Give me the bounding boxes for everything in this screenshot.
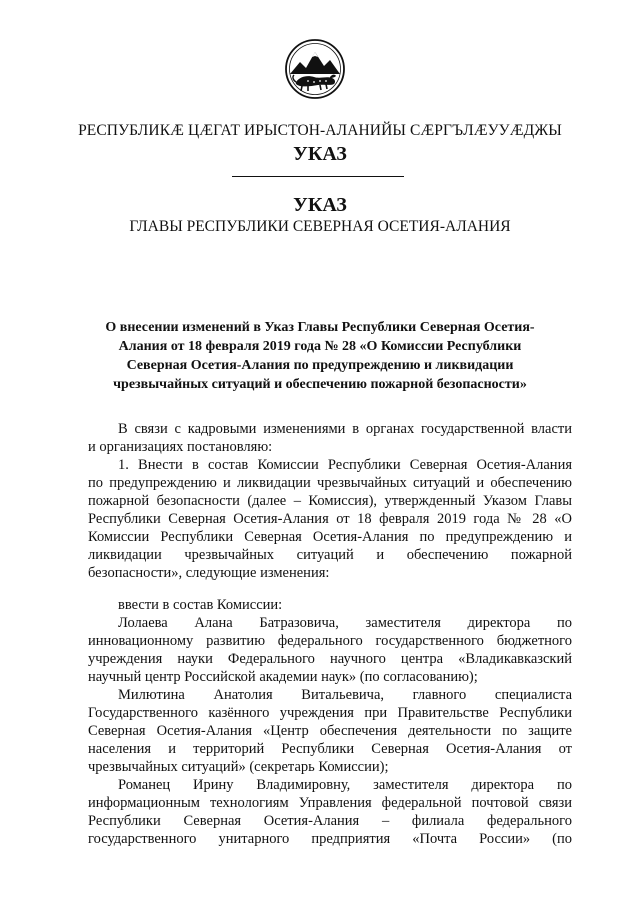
text-line: безопасности», следующие изменения: [88,565,330,581]
title-line: Северная Осетия-Алания по предупреждению и ликвидации [126,358,514,373]
text-line: информационным технологиям Управления федеральной почтовой связи [88,795,572,811]
decree-heading-russian: УКАЗ [293,194,347,216]
decree-heading-ossetian: УКАЗ [293,143,347,165]
decree-body [88,420,572,848]
title-line: чрезвычайных ситуаций и обеспечению пожарной безопасности» [113,377,527,392]
title-line: Алания от 18 февраля 2019 года № 28 «О Комиссии Республики [118,339,522,354]
text-line: Республики Северная Осетия-Алания – филиала федерального [88,813,572,829]
paragraph-member-milyutin [88,686,572,776]
text-line: учреждения науки Федерального научного центра «Владикавказский [88,651,572,667]
republic-header-russian: ГЛАВЫ РЕСПУБЛИКИ СЕВЕРНАЯ ОСЕТИЯ-АЛАНИЯ [129,218,511,235]
text-line: Республики Северная Осетия-Алания от 18 февраля 2019 года № 28 «О [88,511,572,527]
paragraph-item-1 [88,456,572,582]
header-divider [232,176,404,177]
text-line: Романец Ирину Владимировну, заместителя директора по [118,777,572,793]
decree-title [80,318,560,394]
text-line: и организациях постановляю: [88,439,273,455]
text-line: инновационному развитию федерального государственного бюджетного [88,633,572,649]
text-line: ввести в состав Комиссии: [118,597,283,613]
text-line: ликвидации чрезвычайных ситуаций и обеспечению пожарной [88,547,572,563]
title-line: О внесении изменений в Указ Главы Республики Северная Осетия- [105,320,535,335]
text-line: 1. Внести в состав Комиссии Республики Северная Осетия-Алания [118,457,572,473]
text-line: научный центр Российской академии наук» (по согласованию); [88,669,478,685]
text-line: Северная Осетия-Алания «Центр обеспечения деятельности по защите [88,723,572,739]
text-line: пожарной безопасности (далее – Комиссия), утвержденный Указом Главы [88,493,572,509]
coat-of-arms-icon [284,38,346,100]
text-line: по предупреждению и ликвидации чрезвычайных ситуаций и обеспечению [88,475,572,491]
republic-header-ossetian: РЕСПУБЛИКӔ ЦӔГАТ ИРЫСТОН-АЛАНИЙЫ СӔРГЪЛӔУУӔДЖЫ [78,122,562,139]
text-line: Комиссии Республики Северная Осетия-Алания по предупреждению и [88,529,572,545]
text-line: государственного унитарного предприятия «Почта России» (по [88,831,572,847]
paragraph-preamble [88,420,572,456]
paragraph-add-members [88,596,572,614]
text-line: Милютина Анатолия Витальевича, главного специалиста [118,687,572,703]
text-line: В связи с кадровыми изменениями в органах государственной власти [118,421,572,437]
paragraph-member-lolaev [88,614,572,686]
text-line: Государственного казённого учреждения при Правительстве Республики [88,705,572,721]
text-line: населения и территорий Республики Северная Осетия-Алания от [88,741,572,757]
text-line: чрезвычайных ситуаций» (секретарь Комиссии); [88,759,389,775]
paragraph-member-romanets [88,776,572,848]
text-line: Лолаева Алана Батразовича, заместителя директора по [118,615,572,631]
